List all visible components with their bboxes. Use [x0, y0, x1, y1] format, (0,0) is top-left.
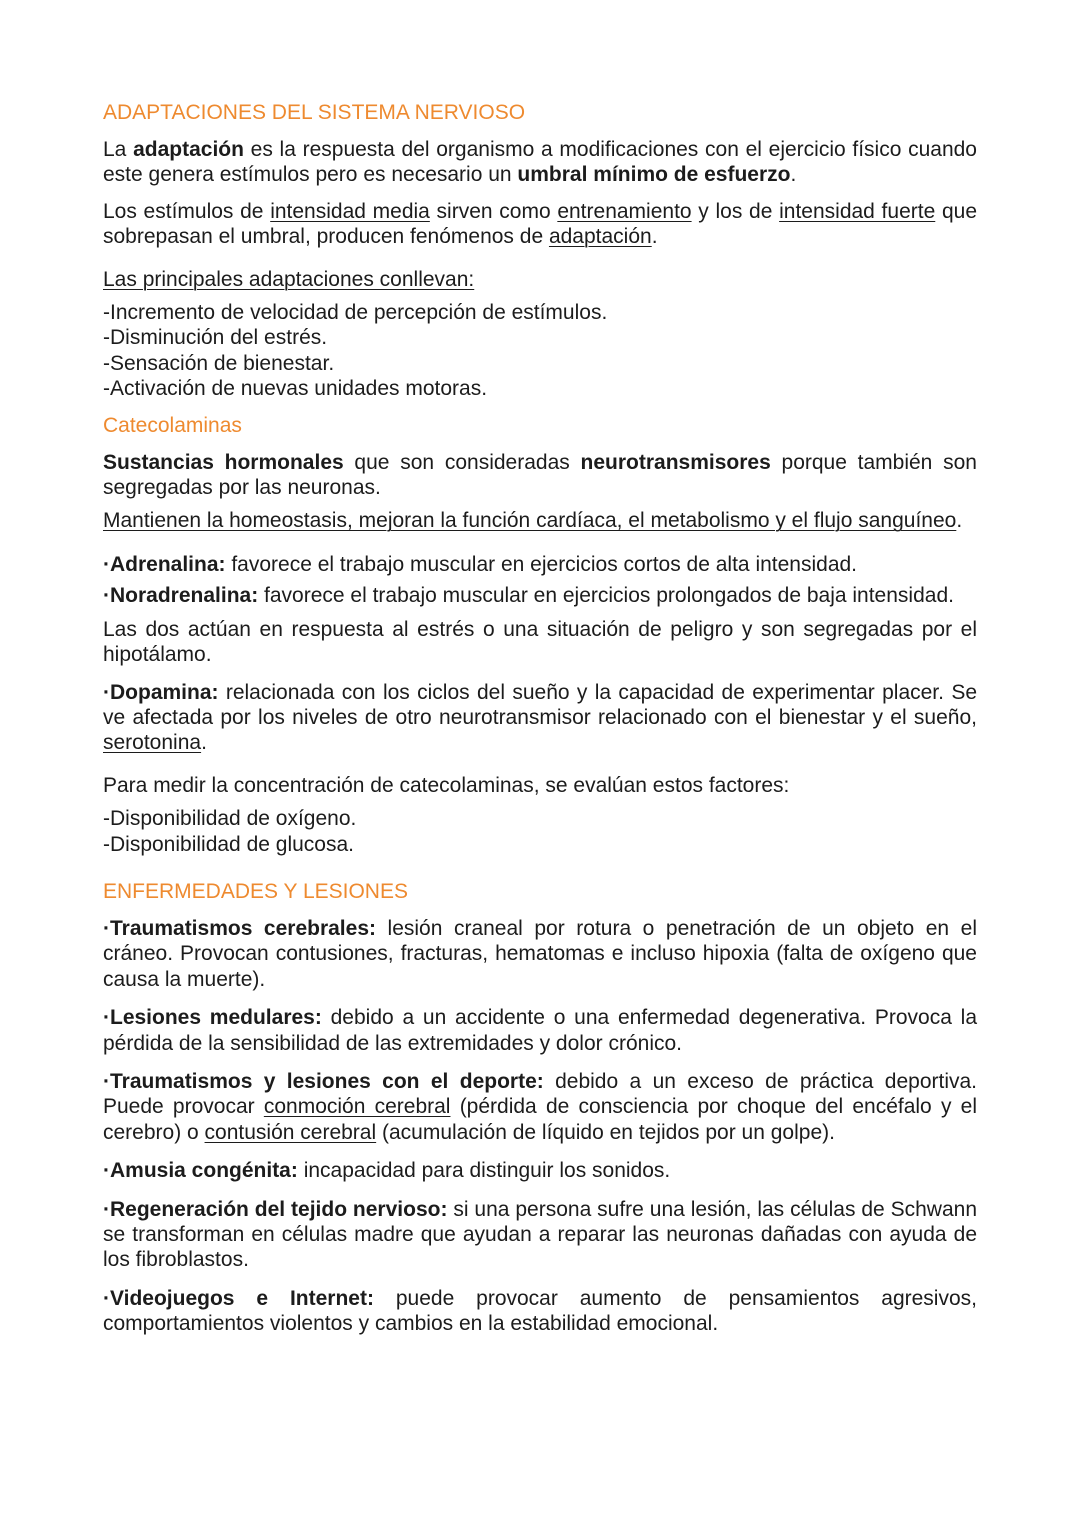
- list-adaptaciones: [103, 300, 977, 402]
- text-run: que sobrepasan el umbral, producen fenómenos de: [103, 199, 978, 249]
- item-lesiones-medulares: [103, 1005, 977, 1056]
- item-adrenalina: [103, 552, 977, 577]
- bold-term: ·Lesiones medulares:: [103, 1006, 322, 1030]
- list-factores: [103, 806, 977, 857]
- text-run: lesión craneal por rotura o penetración de un objeto en el cráneo. Provocan contusiones, fracturas, hematomas e incluso hipoxia (falta de oxígeno que causa la muerte).: [103, 916, 977, 991]
- underlined-term: serotonina: [103, 731, 202, 755]
- item-regeneracion: [103, 1197, 977, 1273]
- bold-term: ·Adrenalina:: [103, 552, 226, 576]
- text-run: sirven como: [429, 199, 558, 223]
- text-run: debido a un exceso de práctica deportiva. Puede provocar: [103, 1069, 978, 1119]
- underlined-term: Las principales adaptaciones conllevan:: [103, 267, 475, 291]
- item-lesiones-deporte: [103, 1069, 977, 1145]
- paragraph-sustancias: [103, 450, 977, 501]
- bold-term: ·Regeneración del tejido nervioso:: [103, 1197, 448, 1221]
- item-amusia: [103, 1158, 977, 1183]
- list-item: -Sensación de bienestar.: [103, 351, 335, 375]
- paragraph-estimulos: [103, 199, 977, 250]
- item-traumatismos-cerebrales: [103, 916, 977, 992]
- text-run: y los de: [691, 199, 780, 223]
- item-videojuegos: [103, 1286, 977, 1337]
- text-run: debido a un accidente o una enfermedad degenerativa. Provoca la pérdida de la sensibilidad de las extremidades y dolor crónico.: [103, 1006, 977, 1055]
- bold-term: ·Videojuegos e Internet:: [103, 1286, 374, 1310]
- text-run: porque también son segregadas por las neuronas.: [103, 450, 977, 500]
- text-run: (acumulación de líquido en tejidos por un golpe).: [376, 1120, 835, 1144]
- paragraph-homeostasis: [103, 508, 977, 533]
- text-run: que son consideradas: [343, 450, 581, 474]
- text-run: si una persona sufre una lesión, las células de Schwann se transforman en células madre que ayudan a reparar las neuronas dañadas con ayuda de los fibroblastos.: [103, 1197, 977, 1272]
- text-run: relacionada con los ciclos del sueño y la capacidad de experimentar placer. Se ve afectada por los niveles de otro neurotransmisor relacionado con el bienestar y el sueño,: [103, 680, 977, 729]
- text-run: .: [956, 509, 963, 533]
- list-item: -Disponibilidad de oxígeno.: [103, 807, 357, 831]
- text-run: .: [651, 225, 658, 249]
- text-run: es la respuesta del organismo a modificaciones con el ejercicio físico cuando este genera estímulos pero es necesario un: [103, 138, 977, 187]
- item-noradrenalina: [103, 583, 977, 608]
- text-run: (pérdida de consciencia por choque del encéfalo y el cerebro) o: [103, 1095, 977, 1144]
- text-run: favorece el trabajo muscular en ejercicios prolongados de baja intensidad.: [258, 584, 954, 608]
- bold-term: ·Traumatismos y lesiones con el deporte:: [103, 1069, 544, 1093]
- underlined-term: conmoción cerebral: [263, 1095, 451, 1119]
- bold-term: ·Amusia congénita:: [103, 1159, 298, 1183]
- list-item: -Incremento de velocidad de percepción de estímulos.: [103, 301, 608, 325]
- paragraph-adaptacion-definition: [103, 137, 977, 188]
- section-heading-adaptaciones: ADAPTACIONES DEL SISTEMA NERVIOSO: [103, 101, 526, 124]
- list-title-adaptaciones: [103, 267, 977, 292]
- paragraph-medir: Para medir la concentración de catecolaminas, se evalúan estos factores:: [103, 773, 790, 797]
- bold-term: adaptación: [133, 138, 244, 161]
- text-run: favorece el trabajo muscular en ejercicios cortos de alta intensidad.: [225, 552, 858, 576]
- paragraph-estres: Las dos actúan en respuesta al estrés o una situación de peligro y son segregadas por el hipotálamo.: [103, 617, 977, 667]
- text-run: La: [103, 138, 134, 161]
- underlined-term: intensidad media: [270, 199, 430, 223]
- document-page: [103, 100, 977, 1337]
- underlined-term: Mantienen la homeostasis, mejoran la función cardíaca, el metabolismo y el flujo sanguíneo: [103, 509, 957, 533]
- bold-term: Sustancias hormonales: [103, 450, 344, 474]
- underlined-term: adaptación: [548, 225, 652, 249]
- bold-term: umbral mínimo de esfuerzo: [517, 163, 791, 187]
- list-item: -Disminución del estrés.: [103, 326, 328, 350]
- text-run: incapacidad para distinguir los sonidos.: [297, 1159, 671, 1183]
- text-run: .: [790, 163, 797, 187]
- text-run: .: [201, 731, 207, 755]
- underlined-term: entrenamiento: [557, 199, 692, 223]
- item-dopamina: [103, 680, 977, 756]
- text-run: puede provocar aumento de pensamientos agresivos, comportamientos violentos y cambios en la estabilidad emocional.: [103, 1286, 977, 1336]
- underlined-term: contusión cerebral: [204, 1120, 377, 1144]
- bold-term: ·Traumatismos cerebrales:: [103, 916, 376, 940]
- text-run: Los estímulos de: [103, 199, 271, 223]
- underlined-term: intensidad fuerte: [779, 199, 936, 223]
- section-heading-enfermedades: ENFERMEDADES Y LESIONES: [103, 879, 408, 903]
- bold-term: neurotransmisores: [580, 450, 771, 474]
- list-item: -Disponibilidad de glucosa.: [103, 832, 354, 856]
- bold-term: ·Noradrenalina:: [103, 584, 259, 608]
- section-heading-catecolaminas: Catecolaminas: [103, 413, 242, 437]
- list-item: -Activación de nuevas unidades motoras.: [103, 377, 488, 401]
- bold-term: ·Dopamina:: [103, 680, 219, 704]
